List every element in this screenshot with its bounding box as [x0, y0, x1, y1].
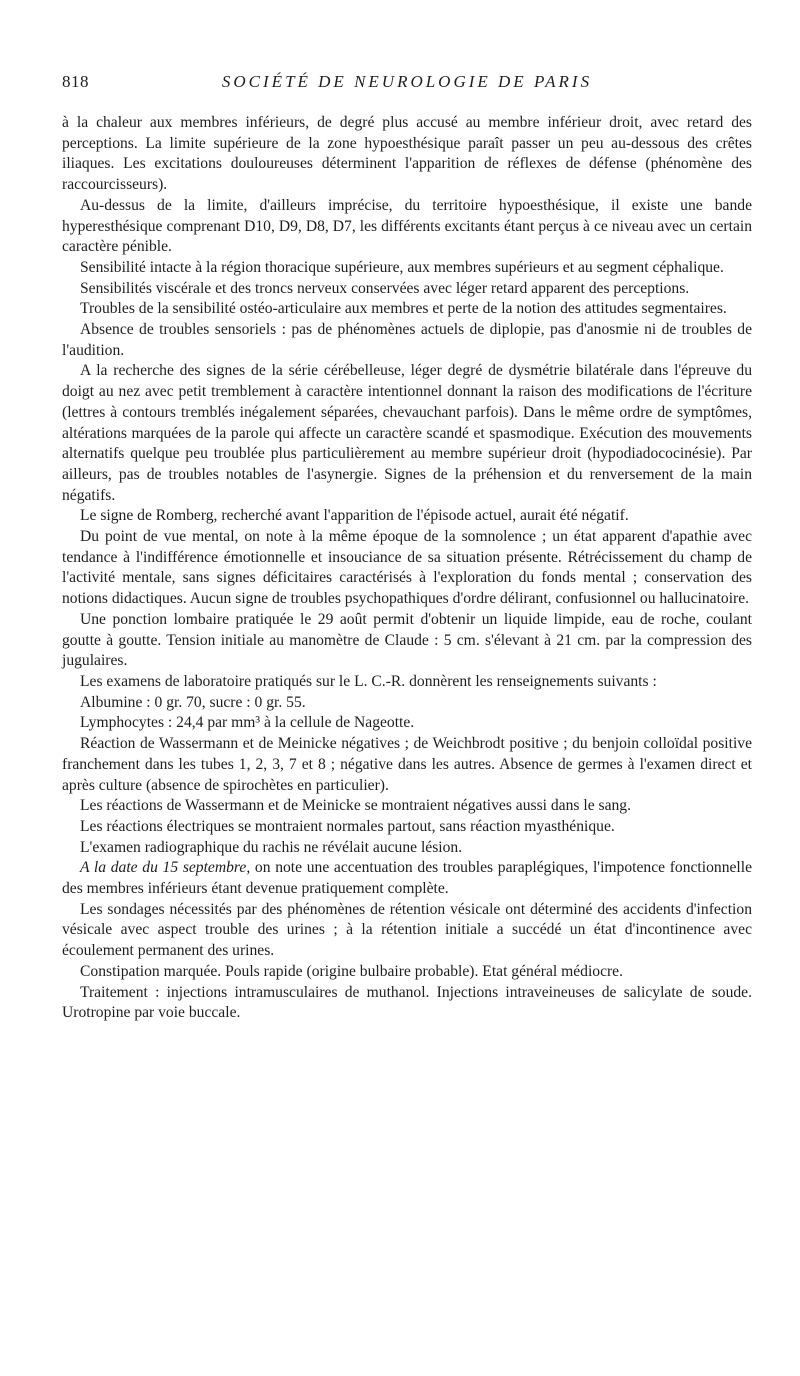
paragraph: Troubles de la sensibilité ostéo-articulaire aux membres et perte de la notion des attitudes segmentaires. — [80, 300, 727, 318]
paragraph: Au-dessus de la limite, d'ailleurs imprécise, du territoire hypoesthésique, il existe une bande hyperesthésique comprenant D10, D9, D8, D7, les différents excitants étant perçus à ce niveau avec un certain caractère pénible. — [62, 196, 752, 256]
page-number: 818 — [62, 72, 89, 91]
paragraph: Les sondages nécessités par des phénomènes de rétention vésicale ont déterminé des accidents d'infection vésicale avec aspect trouble des urines ; à la rétention initiale a succédé un état d'incontinence avec écoulement permanent des urines. — [62, 900, 752, 960]
paragraph: Traitement : injections intramusculaires de muthanol. Injections intraveineuses de salicylate de soude. Urotropine par voie buccale. — [62, 983, 752, 1022]
paragraph: Lymphocytes : 24,4 par mm³ à la cellule de Nageotte. — [80, 714, 415, 732]
paragraph: Les examens de laboratoire pratiqués sur le L. C.-R. donnèrent les renseignements suivants : — [80, 672, 657, 690]
paragraph: Du point de vue mental, on note à la même époque de la somnolence ; un état apparent d'apathie avec tendance à l'indifférence émotionnelle et insouciance de sa situation présente. Rétrécissement du champ de l'activité mentale, sans signes déficitaires caractérisés à l'exploration du fonds mental ; conservation des notions didactiques. Aucun signe de troubles psychopathiques d'ordre délirant, confusionnel ou hallucinatoire. — [62, 528, 752, 608]
paragraph — [62, 858, 752, 899]
paragraph: Constipation marquée. Pouls rapide (origine bulbaire probable). Etat général médiocre. — [80, 962, 624, 980]
paragraph: Les réactions de Wassermann et de Meinicke se montraient négatives aussi dans le sang. — [80, 797, 631, 815]
paragraph-text: on note une accentuation des troubles paraplégiques, l'impotence fonctionnelle des membres inférieurs étant devenue pratiquement complète. — [62, 859, 752, 898]
paragraph: A la recherche des signes de la série cérébelleuse, léger degré de dysmétrie bilatérale dans l'épreuve du doigt au nez avec petit tremblement à caractère intentionnel donnant la raison des modifications de l'écriture (lettres à contours tremblés inégalement séparées, chevauchant parfois). Dans le même ordre de symptômes, altérations marquées de la parole qui affecte un caractère scandé et spasmodique. Exécution des mouvements alternatifs quelque peu troublée plus particulièrement au membre supérieur droit (hypodiadococinésie). Par ailleurs, pas de troubles notables de l'asynergie. Signes de la préhension et du renversement de la main négatifs. — [62, 362, 752, 504]
italic-date-lead: A la date du 15 septembre, — [80, 859, 251, 877]
paragraph: Le signe de Romberg, recherché avant l'apparition de l'épisode actuel, aurait été négatif. — [80, 507, 629, 525]
paragraph: Sensibilité intacte à la région thoracique supérieure, aux membres supérieurs et au segment céphalique. — [80, 258, 724, 276]
body-text — [62, 113, 752, 1024]
paragraph: Une ponction lombaire pratiquée le 29 août permit d'obtenir un liquide limpide, eau de roche, coulant goutte à goutte. Tension initiale au manomètre de Claude : 5 cm. s'élevant à 21 cm. par la compression des jugulaires. — [62, 610, 752, 670]
paragraph: Les réactions électriques se montraient normales partout, sans réaction myasthénique. — [80, 817, 615, 835]
running-header — [62, 72, 752, 98]
paragraph: à la chaleur aux membres inférieurs, de degré plus accusé au membre inférieur droit, avec retard des perceptions. La limite supérieure de la zone hypoesthésique paraît passer un peu au-dessous des crêtes iliaques. Les excitations douloureuses déterminent l'apparition de réflexes de défense (phénomène des raccourcisseurs). — [62, 114, 752, 194]
paragraph: Réaction de Wassermann et de Meinicke négatives ; de Weichbrodt positive ; du benjoin colloïdal positive franchement dans les tubes 1, 2, 3, 7 et 8 ; négative dans les autres. Absence de germes à l'examen direct et après culture (absence de spirochètes en particulier). — [62, 735, 752, 794]
paragraph: L'examen radiographique du rachis ne révélait aucune lésion. — [80, 838, 463, 856]
paragraph: Absence de troubles sensoriels : pas de phénomènes actuels de diplopie, pas d'anosmie ni de troubles de l'audition. — [62, 321, 752, 359]
paragraph: Albumine : 0 gr. 70, sucre : 0 gr. 55. — [80, 693, 306, 711]
paragraph: Sensibilités viscérale et des troncs nerveux conservées avec léger retard apparent des perceptions. — [80, 279, 690, 297]
running-title: SOCIÉTÉ DE NEUROLOGIE DE PARIS — [221, 72, 593, 91]
